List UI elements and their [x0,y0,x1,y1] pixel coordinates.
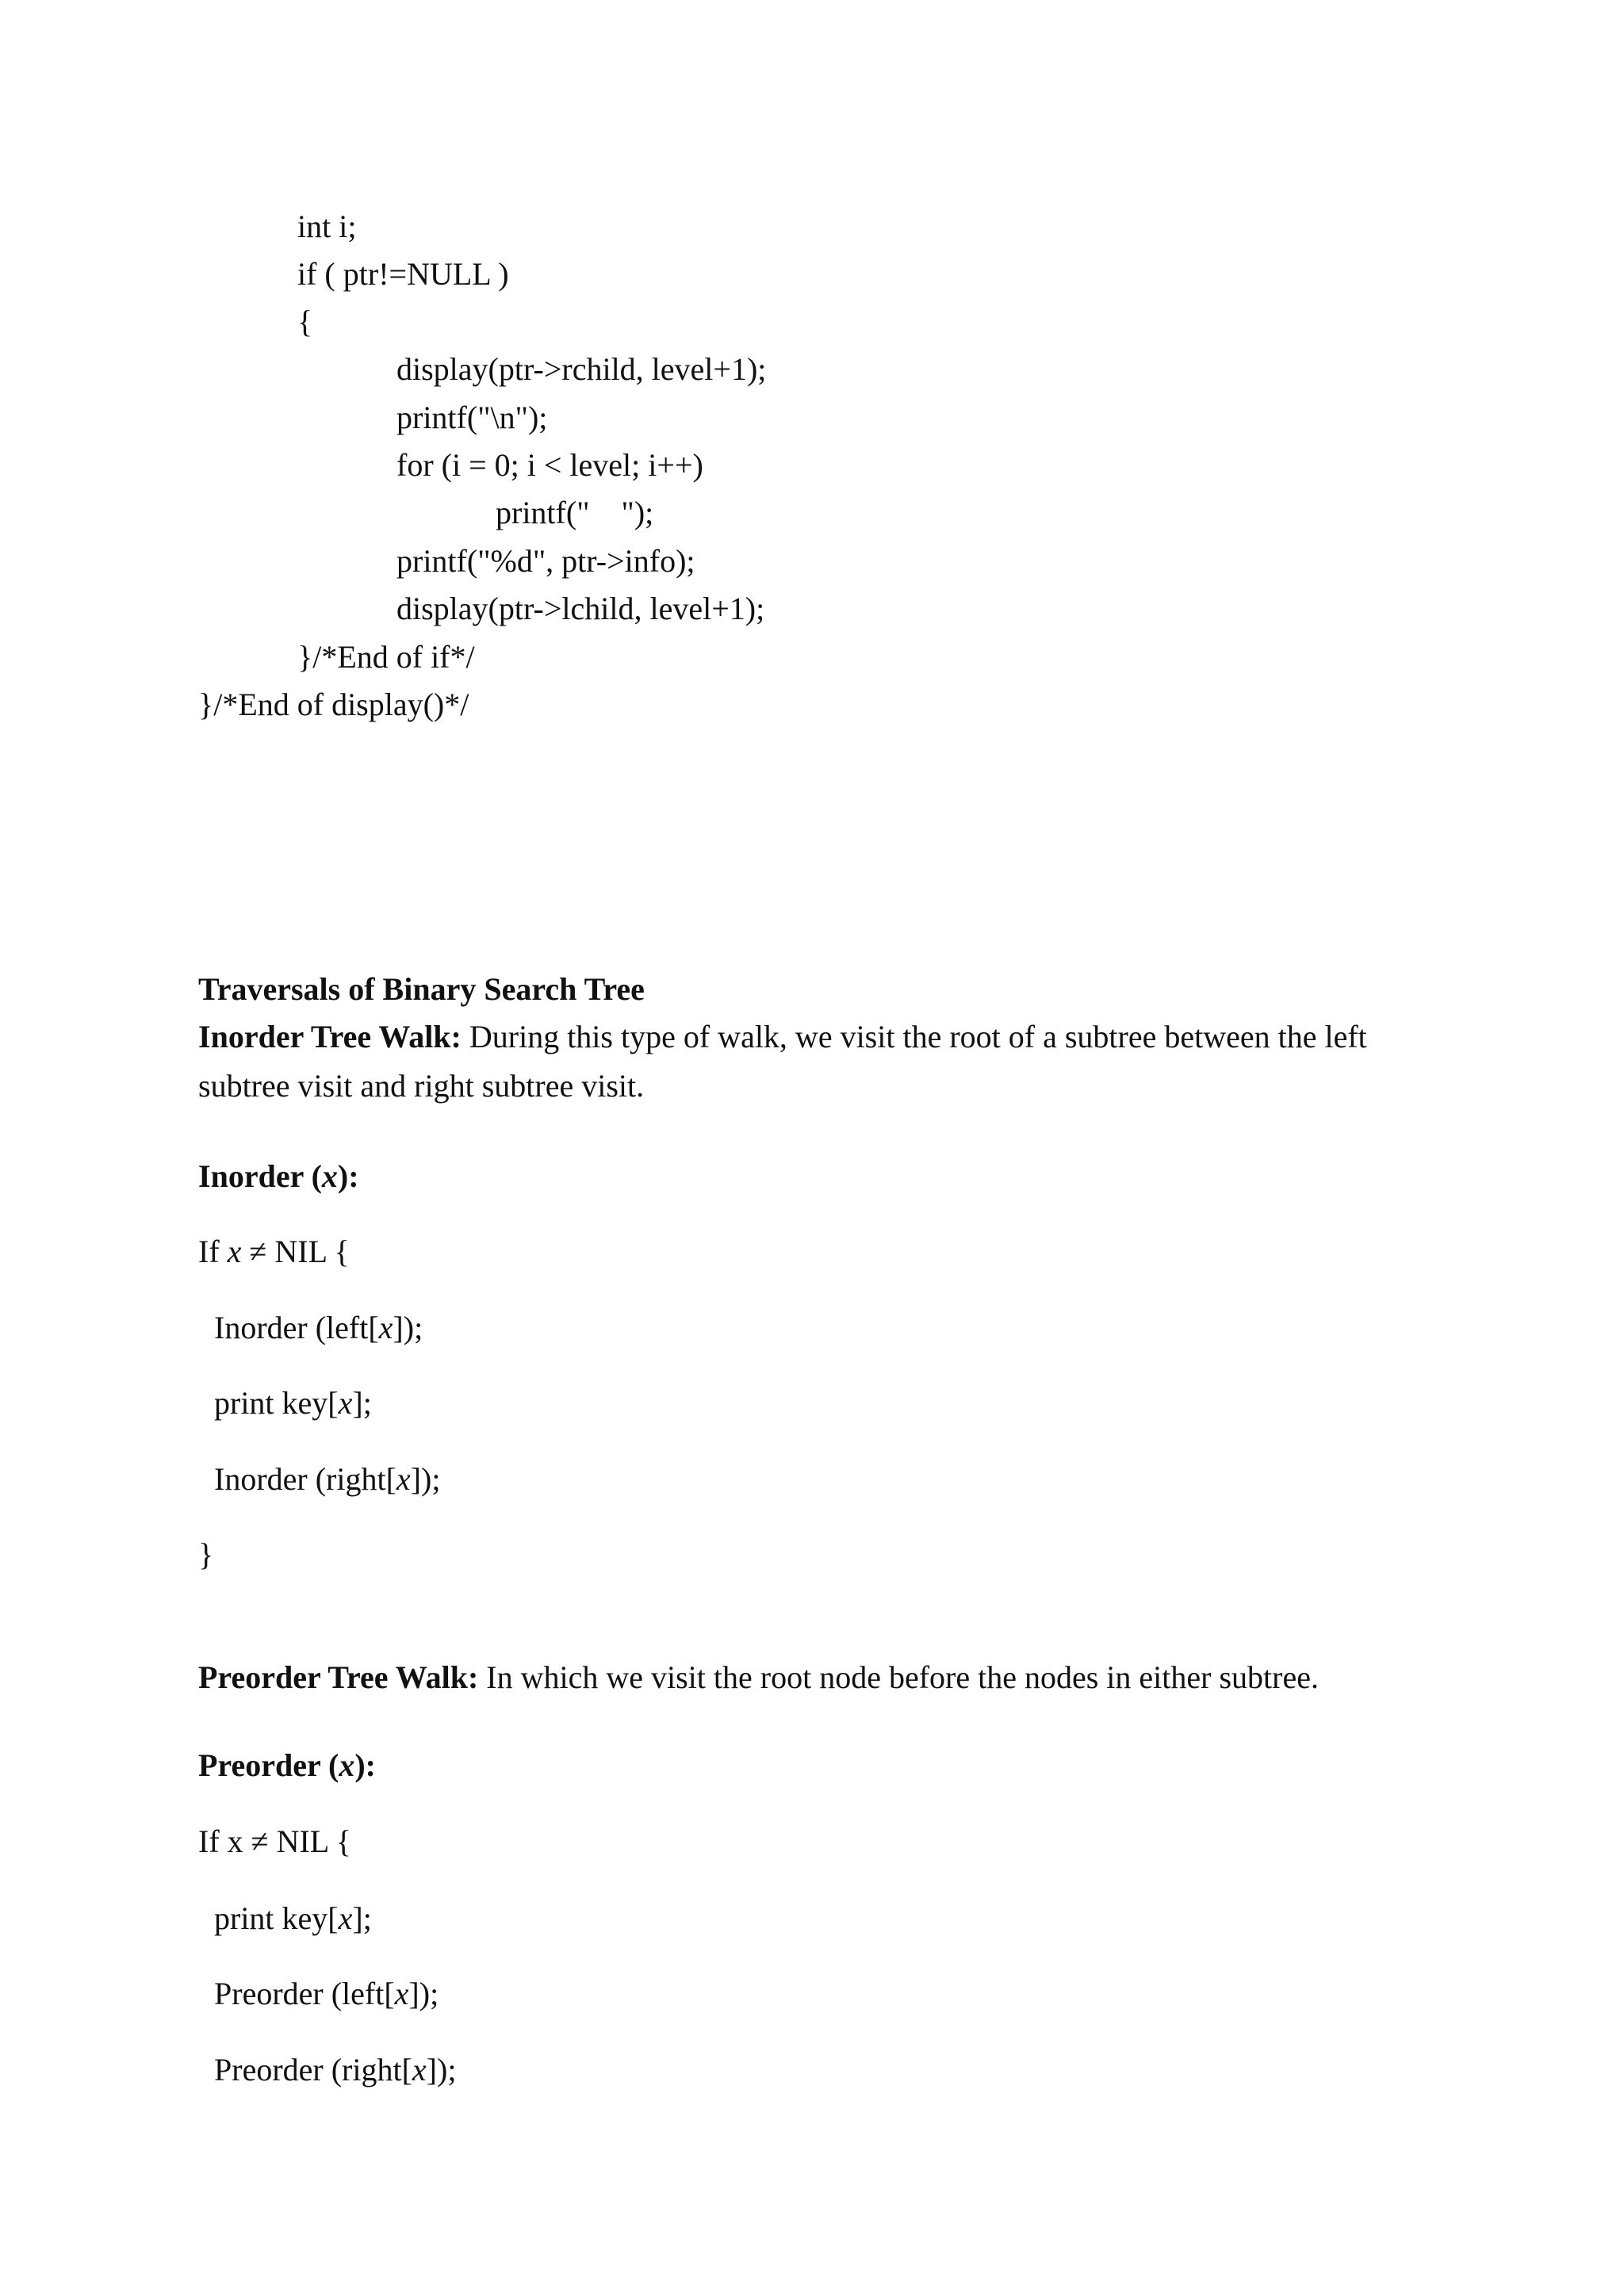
code-line: printf(" "); [496,495,654,530]
preorder-label: Preorder Tree Walk: [198,1659,479,1695]
preorder-description: Preorder Tree Walk: In which we visit the root node before the nodes in either subtree. [198,1659,1319,1695]
code-line: printf("%d", ptr->info); [396,543,695,579]
preorder-stmt-right: Preorder (right[x]); [214,2052,457,2087]
inorder-close-brace: } [198,1536,214,1572]
code-line: }/*End of display()*/ [198,687,469,722]
inorder-description: Inorder Tree Walk: During this type of walk, we visit the root of a subtree between the left [198,1019,1367,1054]
code-line: display(ptr->rchild, level+1); [396,351,767,387]
code-line: { [297,304,313,339]
code-line: if ( ptr!=NULL ) [297,256,509,292]
code-line: int i; [297,209,357,244]
code-line: for (i = 0; i < level; i++) [396,447,703,483]
inorder-stmt-left: Inorder (left[x]); [214,1310,423,1345]
inorder-heading: Inorder (x): [198,1158,359,1194]
code-line: }/*End of if*/ [297,639,475,675]
inorder-label: Inorder Tree Walk: [198,1019,462,1054]
inorder-if-line: If x ≠ NIL { [198,1234,350,1269]
code-line: display(ptr->lchild, level+1); [396,591,765,626]
preorder-if-line: If x ≠ NIL { [198,1823,351,1859]
section-title: Traversals of Binary Search Tree [198,971,645,1007]
code-line: printf("\n"); [396,400,548,435]
inorder-stmt-right: Inorder (right[x]); [214,1461,441,1497]
inorder-description-cont: subtree visit and right subtree visit. [198,1068,645,1104]
preorder-heading: Preorder (x): [198,1747,376,1783]
preorder-stmt-left: Preorder (left[x]); [214,1976,439,2011]
inorder-stmt-print: print key[x]; [214,1385,372,1421]
preorder-stmt-print: print key[x]; [214,1900,372,1936]
